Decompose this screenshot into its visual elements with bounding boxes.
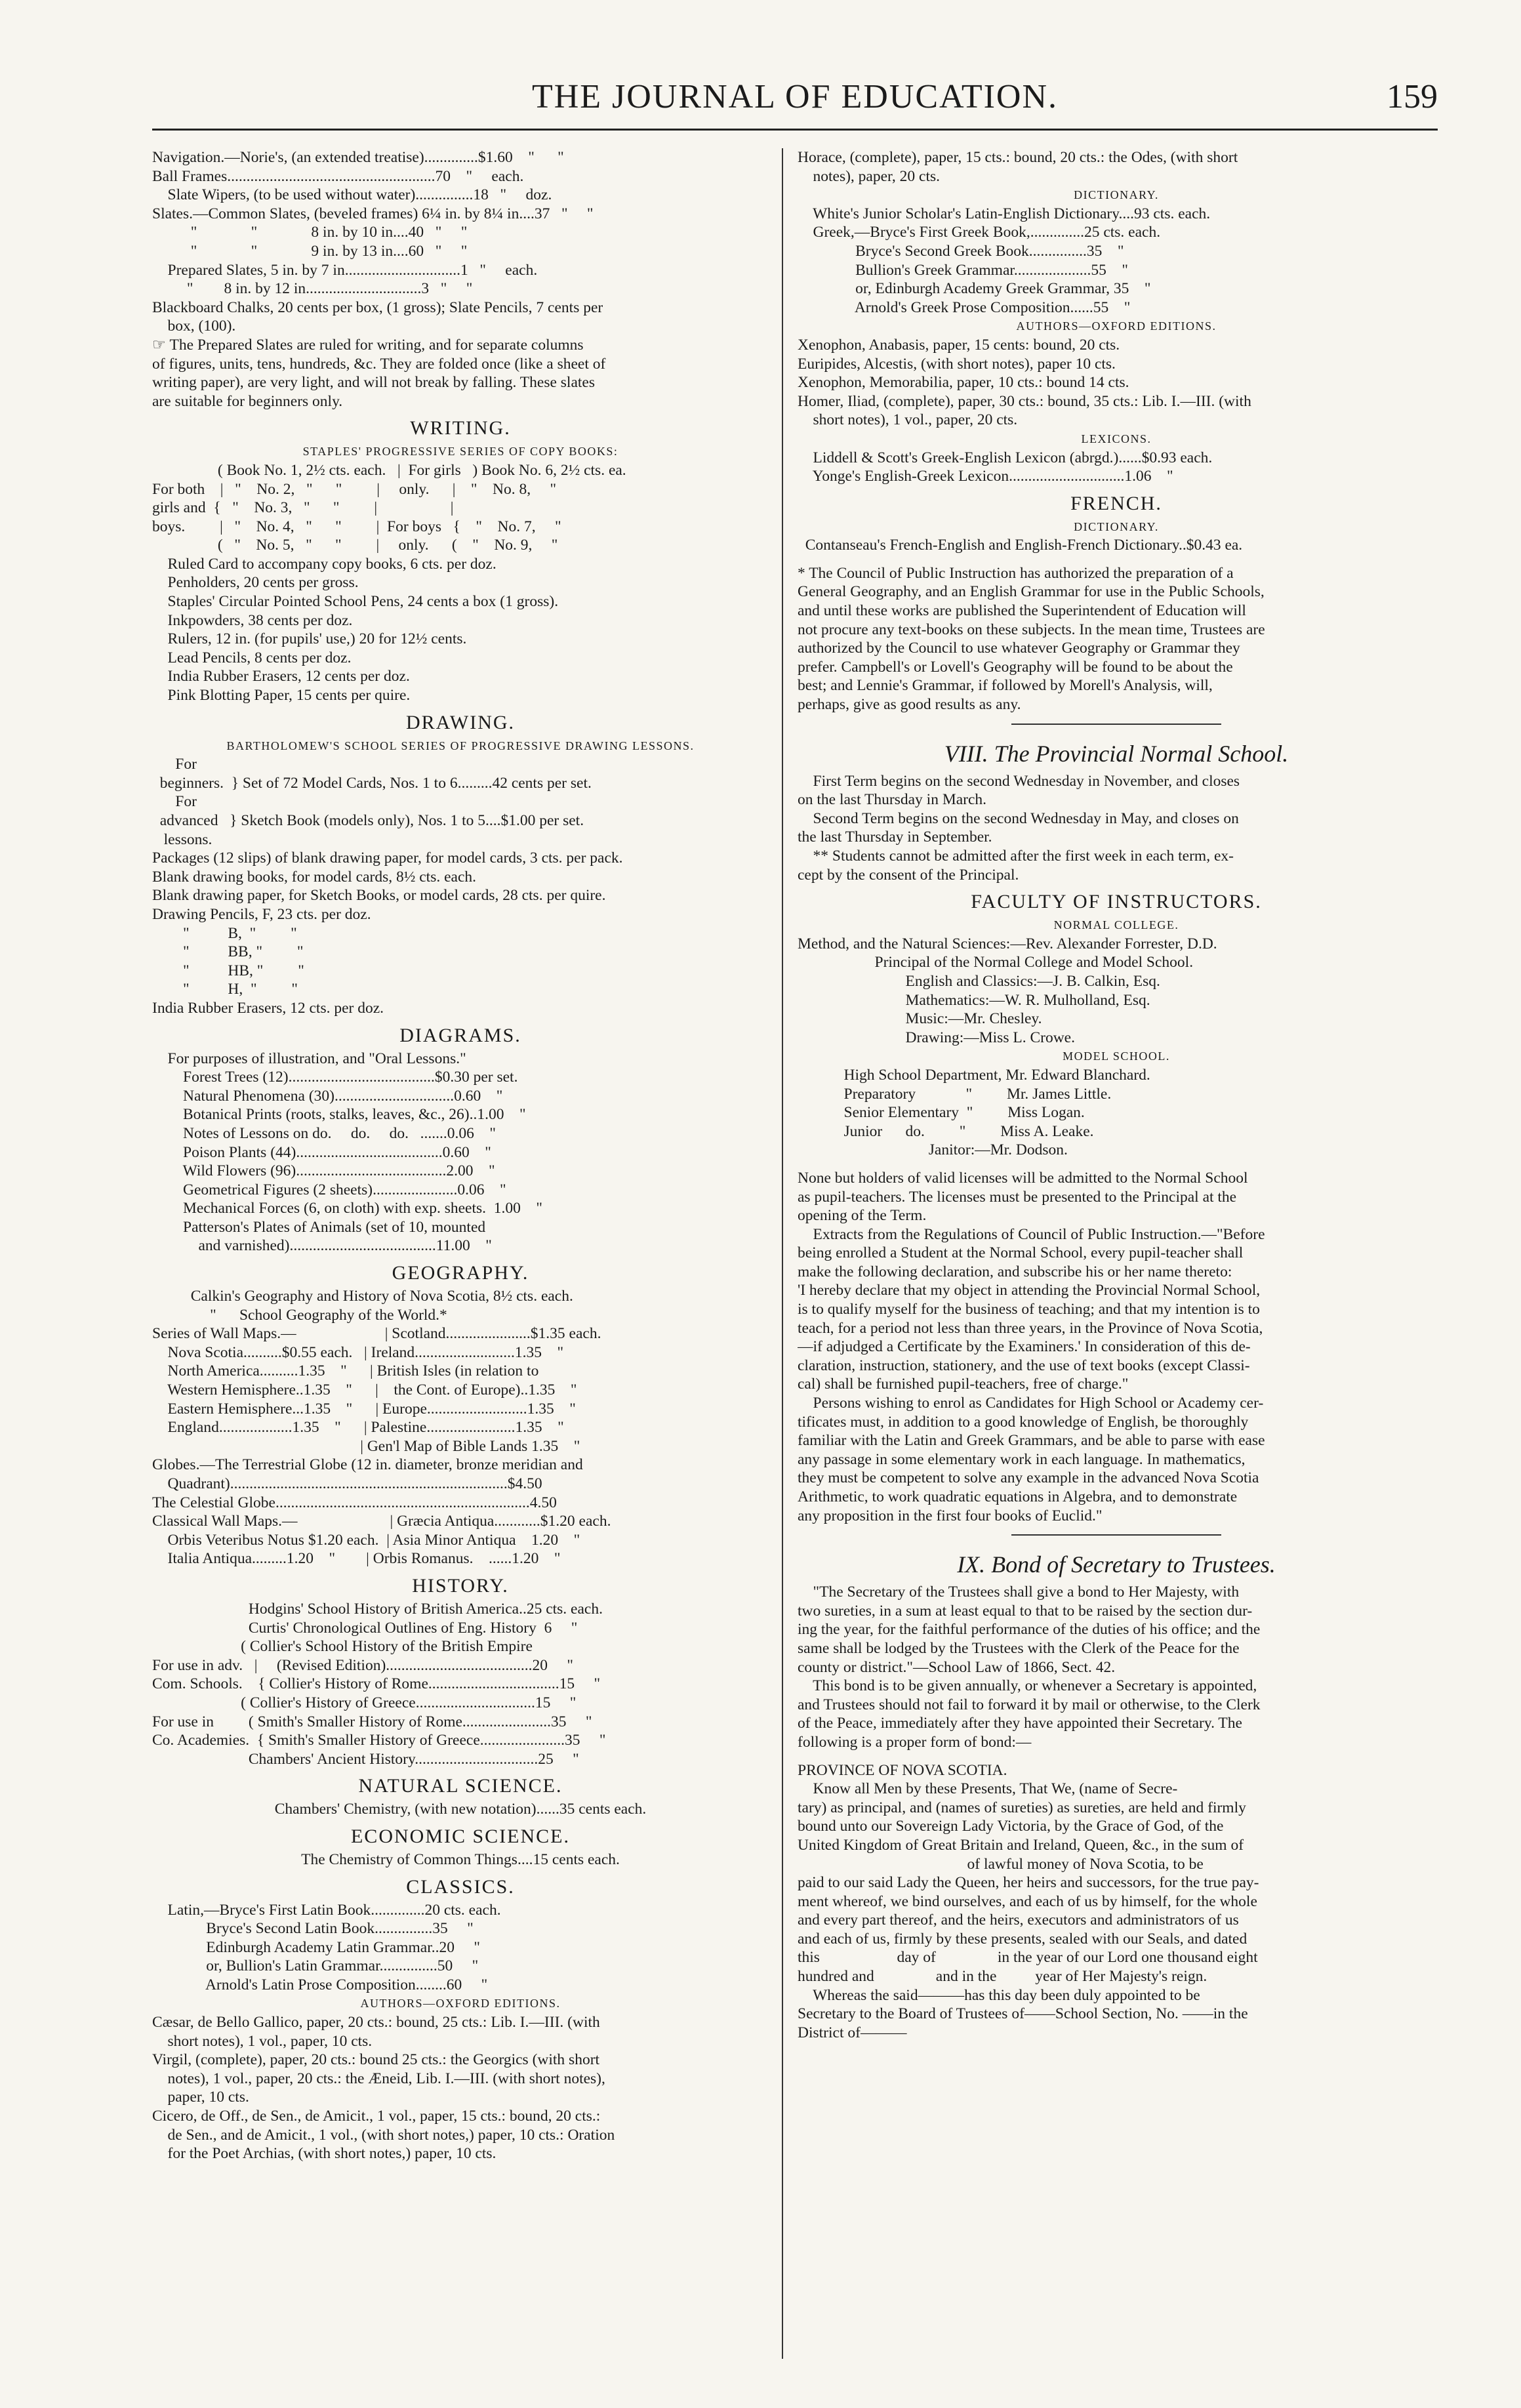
text-line: of the Peace, immediately after they have appointed their Secretary. The: [798, 1715, 1242, 1732]
text-line: " 8 in. by 12 in..............................3 " ": [152, 280, 473, 298]
text-line: lessons.: [152, 830, 213, 848]
text-line: Music:—Mr. Chesley.: [798, 1010, 1042, 1028]
journal-title: THE JOURNAL OF EDUCATION.: [531, 78, 1059, 115]
text-line: Western Hemisphere..1.35 " | the Cont. of Europe)..1.35 ": [152, 1381, 577, 1399]
text-line: Prepared Slates, 5 in. by 7 in..............................1 " each.: [152, 261, 538, 279]
text-line: Blank drawing books, for model cards, 8½ cts. each.: [152, 868, 477, 886]
text-line: teach, for a period not less than three years, in the Province of Nova Scotia,: [798, 1319, 1263, 1337]
text-line: Staples' Circular Pointed School Pens, 24 cents a box (1 gross).: [152, 593, 559, 611]
text-line: Slate Wipers, (to be used without water)...............18 " doz.: [152, 186, 552, 204]
text-line: Orbis Veteribus Notus $1.20 each. | Asia Minor Antiqua 1.20 ": [152, 1531, 580, 1549]
text-line: Cicero, de Off., de Sen., de Amicit., 1 vol., paper, 15 cts.: bound, 20 cts.:: [152, 2108, 601, 2125]
text-line: Nova Scotia..........$0.55 each. | Ireland..........................1.35 ": [152, 1343, 564, 1361]
text-line: and each of us, firmly by these presents, sealed with our Seals, and dated: [798, 1930, 1247, 1948]
text-line: Chambers' Chemistry, (with new notation)......35 cents each.: [274, 1801, 647, 1818]
text-line: Horace, (complete), paper, 15 cts.: bound, 20 cts.: the Odes, (with short: [798, 149, 1238, 166]
text-line: Packages (12 slips) of blank drawing paper, for model cards, 3 cts. per pack.: [152, 849, 623, 867]
text-line: is to qualify myself for the business of teaching; and that my intention is to: [798, 1301, 1260, 1318]
text-line: This bond is to be given annually, or whenever a Secretary is appointed,: [798, 1677, 1257, 1695]
section-heading: WRITING.: [410, 417, 511, 439]
text-line: "The Secretary of the Trustees shall give a bond to Her Majesty, with: [798, 1583, 1240, 1601]
text-line: Junior do. " Miss A. Leake.: [798, 1122, 1094, 1140]
text-line: Pink Blotting Paper, 15 cents per quire.: [152, 687, 411, 704]
text-line: the last Thursday in September.: [798, 828, 992, 846]
text-line: Whereas the said———has this day been duly appointed to be: [798, 1986, 1200, 2004]
text-line: North America..........1.35 " | British Isles (in relation to: [152, 1362, 539, 1380]
section-heading: CLASSICS.: [406, 1875, 515, 1898]
text-line: de Sen., and de Amicit., 1 vol., (with short notes,) paper, 10 cts.: Oration: [152, 2126, 615, 2144]
text-line: Forest Trees (12)......................................$0.30 per set.: [152, 1069, 518, 1086]
page-number: 159: [1387, 78, 1438, 115]
text-line: make the following declaration, and subscribe his or her name thereto:: [798, 1263, 1232, 1280]
text-line: and Trustees should not fail to forward it by mail or otherwise, to the Clerk: [798, 1696, 1261, 1713]
text-line: best; and Lennie's Grammar, if followed by Morell's Analysis, will,: [798, 677, 1213, 695]
text-line: The Celestial Globe..................................................................4.50: [152, 1494, 557, 1511]
text-line: claration, instruction, stationery, and the use of text books (except Classi-: [798, 1357, 1250, 1374]
text-line: hundred and and in the year of Her Majesty's reign.: [798, 1968, 1207, 1986]
text-line: Curtis' Chronological Outlines of Eng. History 6 ": [152, 1619, 578, 1637]
text-line: county or district."—School Law of 1866, Sect. 42.: [798, 1658, 1116, 1676]
section-heading: ECONOMIC SCIENCE.: [350, 1825, 570, 1847]
text-line: * The Council of Public Instruction has authorized the preparation of a: [798, 564, 1234, 582]
text-line: Com. Schools. { Collier's History of Rome..................................15 ": [152, 1675, 601, 1693]
text-line: short notes), 1 vol., paper, 20 cts.: [798, 411, 1018, 429]
text-line: for the Poet Archias, (with short notes,) paper, 10 cts.: [152, 2145, 497, 2163]
text-line: any passage in some elementary work in each language. In mathematics,: [798, 1450, 1246, 1468]
text-line: ment whereof, we bind ourselves, and each of us by himself, for the whole: [798, 1892, 1257, 1910]
column-divider: [782, 148, 783, 2359]
text-line: Poison Plants (44)......................................0.60 ": [152, 1143, 491, 1161]
chapter-heading: VIII. The Provincial Normal School.: [944, 740, 1289, 767]
text-line: " School Geography of the World.*: [152, 1306, 447, 1324]
text-line: opening of the Term.: [798, 1207, 927, 1225]
text-line: Xenophon, Anabasis, paper, 15 cents: bound, 20 cts.: [798, 336, 1120, 354]
text-line: India Rubber Erasers, 12 cts. per doz.: [152, 999, 384, 1017]
text-line: or, Bullion's Latin Grammar...............50 ": [152, 1957, 479, 1975]
text-line: —if adjudged a Certificate by the Examiners.' In consideration of this de-: [798, 1338, 1251, 1356]
text-line: For: [152, 756, 197, 773]
text-line: writing paper), are very light, and will not break by falling. These slates: [152, 374, 595, 392]
text-line: Rulers, 12 in. (for pupils' use,) 20 for 12½ cents.: [152, 630, 467, 648]
text-line: Mechanical Forces (6, on cloth) with exp. sheets. 1.00 ": [152, 1200, 543, 1217]
subheading: BARTHOLOMEW'S SCHOOL SERIES OF PROGRESSIVE DRAWING LESSONS.: [226, 739, 695, 752]
text-line: Ruled Card to accompany copy books, 6 cts. per doz.: [152, 555, 497, 573]
section-heading: FRENCH.: [1070, 492, 1162, 514]
right-column: [798, 148, 1435, 2365]
text-line: None but holders of valid licenses will be admitted to the Normal School: [798, 1169, 1248, 1187]
text-line: advanced } Sketch Book (models only), Nos. 1 to 5....$1.00 per set.: [152, 812, 584, 829]
text-line: England...................1.35 " | Palestine.......................1.35 ": [152, 1419, 564, 1437]
text-line: 'I hereby declare that my object in attending the Provincial Normal School,: [798, 1282, 1261, 1299]
text-line: same shall be lodged by the Trustees with the Clerk of the Peace for the: [798, 1639, 1240, 1657]
text-line: Preparatory " Mr. James Little.: [798, 1085, 1112, 1103]
spacer: [798, 1752, 1435, 1761]
text-line: " HB, " ": [152, 962, 304, 979]
text-line: United Kingdom of Great Britain and Ireland, Queen, &c., in the sum of: [798, 1836, 1244, 1854]
text-line: and varnished)......................................11.00 ": [152, 1237, 492, 1255]
text-line: Chambers' Ancient History................................25 ": [152, 1750, 579, 1768]
text-line: or, Edinburgh Academy Greek Grammar, 35 ": [798, 280, 1151, 298]
text-line: For use in adv. | (Revised Edition)......................................20 ": [152, 1656, 574, 1674]
section-rule: [1011, 724, 1221, 725]
text-line: For use in ( Smith's Smaller History of Rome.......................35 ": [152, 1713, 592, 1730]
text-line: ** Students cannot be admitted after the first week in each term, ex-: [798, 847, 1234, 865]
spacer: [798, 555, 1435, 564]
left-column: [152, 148, 769, 2365]
text-line: Edinburgh Academy Latin Grammar..20 ": [152, 1938, 480, 1956]
text-line: Drawing:—Miss L. Crowe.: [798, 1029, 1075, 1046]
text-line: Blackboard Chalks, 20 cents per box, (1 gross); Slate Pencils, 7 cents per: [152, 298, 603, 316]
text-line: ( Collier's History of Greece...............................15 ": [152, 1694, 577, 1711]
text-line: Geometrical Figures (2 sheets)......................0.06 ": [152, 1181, 506, 1198]
section-heading: NATURAL SCIENCE.: [358, 1775, 563, 1797]
text-line: General Geography, and an English Grammar for use in the Public Schools,: [798, 583, 1265, 601]
text-line: | Gen'l Map of Bible Lands 1.35 ": [152, 1437, 580, 1455]
text-line: Slates.—Common Slates, (beveled frames) 6¼ in. by 8¼ in....37 " ": [152, 205, 594, 222]
subheading: AUTHORS—OXFORD EDITIONS.: [360, 1997, 561, 2010]
text-line: Mathematics:—W. R. Mulholland, Esq.: [798, 991, 1150, 1009]
text-line: ☞ The Prepared Slates are ruled for writing, and for separate columns: [152, 336, 584, 354]
text-line: Liddell & Scott's Greek-English Lexicon (abrgd.)......$0.93 each.: [798, 449, 1213, 466]
text-line: White's Junior Scholar's Latin-English Dictionary....93 cts. each.: [798, 205, 1211, 222]
text-line: Quadrant)........................................................................$4.50: [152, 1475, 542, 1492]
text-line: For both | " No. 2, " " | only. | " No. 8, ": [152, 480, 557, 498]
text-line: Penholders, 20 cents per gross.: [152, 574, 359, 592]
text-line: ing the year, for the faithful performance of the duties of his office; and the: [798, 1621, 1261, 1639]
section-heading: GEOGRAPHY.: [392, 1262, 529, 1284]
section-heading: DIAGRAMS.: [399, 1024, 521, 1046]
text-line: not procure any text-books on these subjects. In the mean time, Trustees are: [798, 621, 1265, 638]
text-line: Virgil, (complete), paper, 20 cts.: bound 25 cts.: the Georgics (with short: [152, 2051, 600, 2069]
subheading: MODEL SCHOOL.: [1063, 1050, 1170, 1063]
text-line: Co. Academies. { Smith's Smaller History of Greece......................35 ": [152, 1732, 606, 1749]
text-line: tificates must, in addition to a good knowledge of English, be thoroughly: [798, 1413, 1249, 1431]
text-line: Euripides, Alcestis, (with short notes), paper 10 cts.: [798, 355, 1116, 373]
text-line: Latin,—Bryce's First Latin Book..............20 cts. each.: [152, 1901, 501, 1919]
text-line: Bullion's Greek Grammar....................55 ": [798, 261, 1129, 279]
text-line: and until these works are published the Superintendent of Education will: [798, 602, 1246, 620]
text-line: The Chemistry of Common Things....15 cents each.: [301, 1850, 620, 1868]
text-line: Botanical Prints (roots, stalks, leaves, &c., 26)..1.00 ": [152, 1106, 526, 1124]
text-line: paper, 10 cts.: [152, 2089, 249, 2106]
text-line: two sureties, in a sum at least equal to that to be raised by the section dur-: [798, 1602, 1253, 1620]
text-line: For: [152, 793, 197, 811]
text-line: cal) shall be furnished pupil-teachers, free of charge.": [798, 1376, 1129, 1393]
text-line: as pupil-teachers. The licenses must be presented to the Principal at the: [798, 1188, 1237, 1206]
text-line: Patterson's Plates of Animals (set of 10, mounted: [152, 1218, 486, 1236]
text-line: Italia Antiqua.........1.20 " | Orbis Romanus. ......1.20 ": [152, 1550, 561, 1568]
text-line: Series of Wall Maps.— | Scotland......................$1.35 each.: [152, 1325, 601, 1343]
text-line: notes), 1 vol., paper, 20 cts.: the Æneid, Lib. I.—III. (with short notes),: [152, 2070, 605, 2087]
text-line: ( Collier's School History of the British Empire: [152, 1638, 533, 1656]
subheading: NORMAL COLLEGE.: [1053, 918, 1179, 932]
subheading: DICTIONARY.: [1074, 188, 1159, 202]
text-line: ( Book No. 1, 2½ cts. each. | For girls ) Book No. 6, 2½ cts. ea.: [152, 461, 626, 479]
text-line: Calkin's Geography and History of Nova Scotia, 8½ cts. each.: [152, 1288, 573, 1305]
section-heading: DRAWING.: [405, 711, 516, 733]
text-line: Xenophon, Memorabilia, paper, 10 cts.: bound 14 cts.: [798, 374, 1129, 392]
text-line: Janitor:—Mr. Dodson.: [798, 1141, 1068, 1159]
text-line: Principal of the Normal College and Model School.: [798, 954, 1194, 971]
text-line: following is a proper form of bond:—: [798, 1733, 1032, 1751]
text-line: Bryce's Second Greek Book...............35 ": [798, 242, 1124, 260]
text-line: Homer, Iliad, (complete), paper, 30 cts.: bound, 35 cts.: Lib. I.—III. (with: [798, 392, 1251, 410]
text-line: English and Classics:—J. B. Calkin, Esq.: [798, 972, 1160, 990]
text-line: they must be competent to solve any example in the advanced Nova Scotia: [798, 1469, 1259, 1487]
chapter-heading: IX. Bond of Secretary to Trustees.: [957, 1551, 1276, 1578]
page-header: [152, 77, 1438, 123]
text-line: Persons wishing to enrol as Candidates for High School or Academy cer-: [798, 1395, 1264, 1412]
text-line: beginners. } Set of 72 Model Cards, Nos. 1 to 6.........42 cents per set.: [152, 774, 592, 792]
text-line: Know all Men by these Presents, That We, (name of Secre-: [798, 1780, 1178, 1798]
text-line: Contanseau's French-English and English-French Dictionary..$0.43 ea.: [798, 537, 1243, 554]
text-line: Second Term begins on the second Wednesday in May, and closes on: [798, 809, 1239, 827]
text-line: bound unto our Sovereign Lady Victoria, by the Grace of God, of the: [798, 1818, 1224, 1835]
text-line: cept by the consent of the Principal.: [798, 866, 1019, 884]
text-line: this day of in the year of our Lord one thousand eight: [798, 1949, 1258, 1967]
text-line: Navigation.—Norie's, (an extended treatise)..............$1.60 " ": [152, 149, 564, 166]
text-line: " B, " ": [152, 924, 297, 942]
text-line: Hodgins' School History of British America..25 cts. each.: [152, 1600, 603, 1618]
text-line: girls and { " No. 3, " " | |: [152, 499, 454, 517]
subheading: STAPLES' PROGRESSIVE SERIES OF COPY BOOKS:: [302, 445, 619, 459]
text-line: Globes.—The Terrestrial Globe (12 in. diameter, bronze meridian and: [152, 1456, 583, 1474]
text-line: Yonge's English-Greek Lexicon..............................1.06 ": [798, 468, 1173, 485]
text-line: and every part thereof, and the heirs, executors and administrators of us: [798, 1911, 1239, 1929]
text-line: Notes of Lessons on do. do. do. .......0.06 ": [152, 1124, 496, 1142]
text-line: paid to our said Lady the Queen, her heirs and successors, for the true pay-: [798, 1874, 1259, 1892]
text-line: India Rubber Erasers, 12 cents per doz.: [152, 668, 410, 685]
section-heading: FACULTY OF INSTRUCTORS.: [971, 891, 1262, 913]
text-line: Ball Frames......................................................70 " each.: [152, 167, 524, 185]
text-line: Arnold's Greek Prose Composition......55 ": [798, 298, 1131, 316]
text-line: Senior Elementary " Miss Logan.: [798, 1104, 1085, 1122]
text-line: Inkpowders, 38 cents per doz.: [152, 611, 353, 629]
text-line: boys. | " No. 4, " " | For boys { " No. 7, ": [152, 518, 561, 535]
text-line: High School Department, Mr. Edward Blanchard.: [798, 1066, 1150, 1084]
text-line: familiar with the Latin and Greek Grammars, and be able to parse with ease: [798, 1432, 1265, 1450]
text-line: short notes), 1 vol., paper, 10 cts.: [152, 2032, 373, 2050]
text-line: Greek,—Bryce's First Greek Book,..............25 cts. each.: [798, 224, 1161, 241]
text-line: of lawful money of Nova Scotia, to be: [798, 1855, 1204, 1873]
text-line: of figures, units, tens, hundreds, &c. They are folded once (like a sheet of: [152, 355, 606, 373]
text-line: PROVINCE OF NOVA SCOTIA.: [798, 1761, 1007, 1779]
text-line: Lead Pencils, 8 cents per doz.: [152, 649, 352, 666]
text-line: Bryce's Second Latin Book...............35 ": [152, 1920, 474, 1938]
text-line: Arnold's Latin Prose Composition........60 ": [152, 1976, 488, 1993]
text-line: " H, " ": [152, 981, 298, 998]
text-line: ( " No. 5, " " | only. ( " No. 9, ": [152, 537, 558, 554]
text-line: " " 9 in. by 13 in....60 " ": [152, 242, 468, 260]
section-heading: HISTORY.: [412, 1574, 509, 1597]
text-line: " " 8 in. by 10 in....40 " ": [152, 224, 468, 241]
text-line: For purposes of illustration, and "Oral Lessons.": [152, 1050, 466, 1067]
text-line: authorized by the Council to use whatever Geography or Grammar they: [798, 640, 1240, 657]
header-rule: [152, 129, 1438, 131]
subheading: AUTHORS—OXFORD EDITIONS.: [1016, 319, 1217, 333]
text-line: tary) as principal, and (names of sureties) as sureties, are held and firmly: [798, 1799, 1246, 1816]
spacer: [798, 1160, 1435, 1169]
text-line: being enrolled a Student at the Normal School, every pupil-teacher shall: [798, 1244, 1244, 1262]
text-line: on the last Thursday in March.: [798, 791, 987, 809]
text-line: notes), paper, 20 cts.: [798, 167, 941, 185]
text-line: Arithmetic, to work quadratic equations in Algebra, and to demonstrate: [798, 1488, 1238, 1505]
text-line: Extracts from the Regulations of Council of Public Instruction.—"Before: [798, 1225, 1265, 1243]
subheading: LEXICONS.: [1081, 432, 1152, 445]
text-line: Secretary to the Board of Trustees of——School Section, No. ——in the: [798, 2005, 1248, 2023]
text-line: any proposition in the first four books of Euclid.": [798, 1507, 1103, 1524]
text-line: Blank drawing paper, for Sketch Books, or model cards, 28 cts. per quire.: [152, 887, 606, 905]
text-line: are suitable for beginners only.: [152, 392, 343, 410]
text-line: " BB, " ": [152, 943, 304, 961]
subheading: DICTIONARY.: [1074, 520, 1159, 533]
text-line: box, (100).: [152, 317, 236, 335]
text-line: Eastern Hemisphere...1.35 " | Europe..........................1.35 ": [152, 1400, 576, 1418]
text-line: First Term begins on the second Wednesday in November, and closes: [798, 772, 1240, 790]
text-line: Natural Phenomena (30)...............................0.60 ": [152, 1087, 503, 1105]
section-rule: [1011, 1534, 1221, 1536]
text-line: Method, and the Natural Sciences:—Rev. Alexander Forrester, D.D.: [798, 935, 1217, 952]
text-line: Wild Flowers (96).......................................2.00 ": [152, 1162, 495, 1180]
text-line: Classical Wall Maps.— | Græcia Antiqua............$1.20 each.: [152, 1513, 611, 1530]
text-line: perhaps, give as good results as any.: [798, 696, 1021, 714]
text-line: Drawing Pencils, F, 23 cts. per doz.: [152, 905, 371, 923]
text-line: Cæsar, de Bello Gallico, paper, 20 cts.: bound, 25 cts.: Lib. I.—III. (with: [152, 2014, 600, 2031]
text-line: prefer. Campbell's or Lovell's Geography will be found to be about the: [798, 658, 1233, 676]
text-line: District of———: [798, 2024, 907, 2041]
